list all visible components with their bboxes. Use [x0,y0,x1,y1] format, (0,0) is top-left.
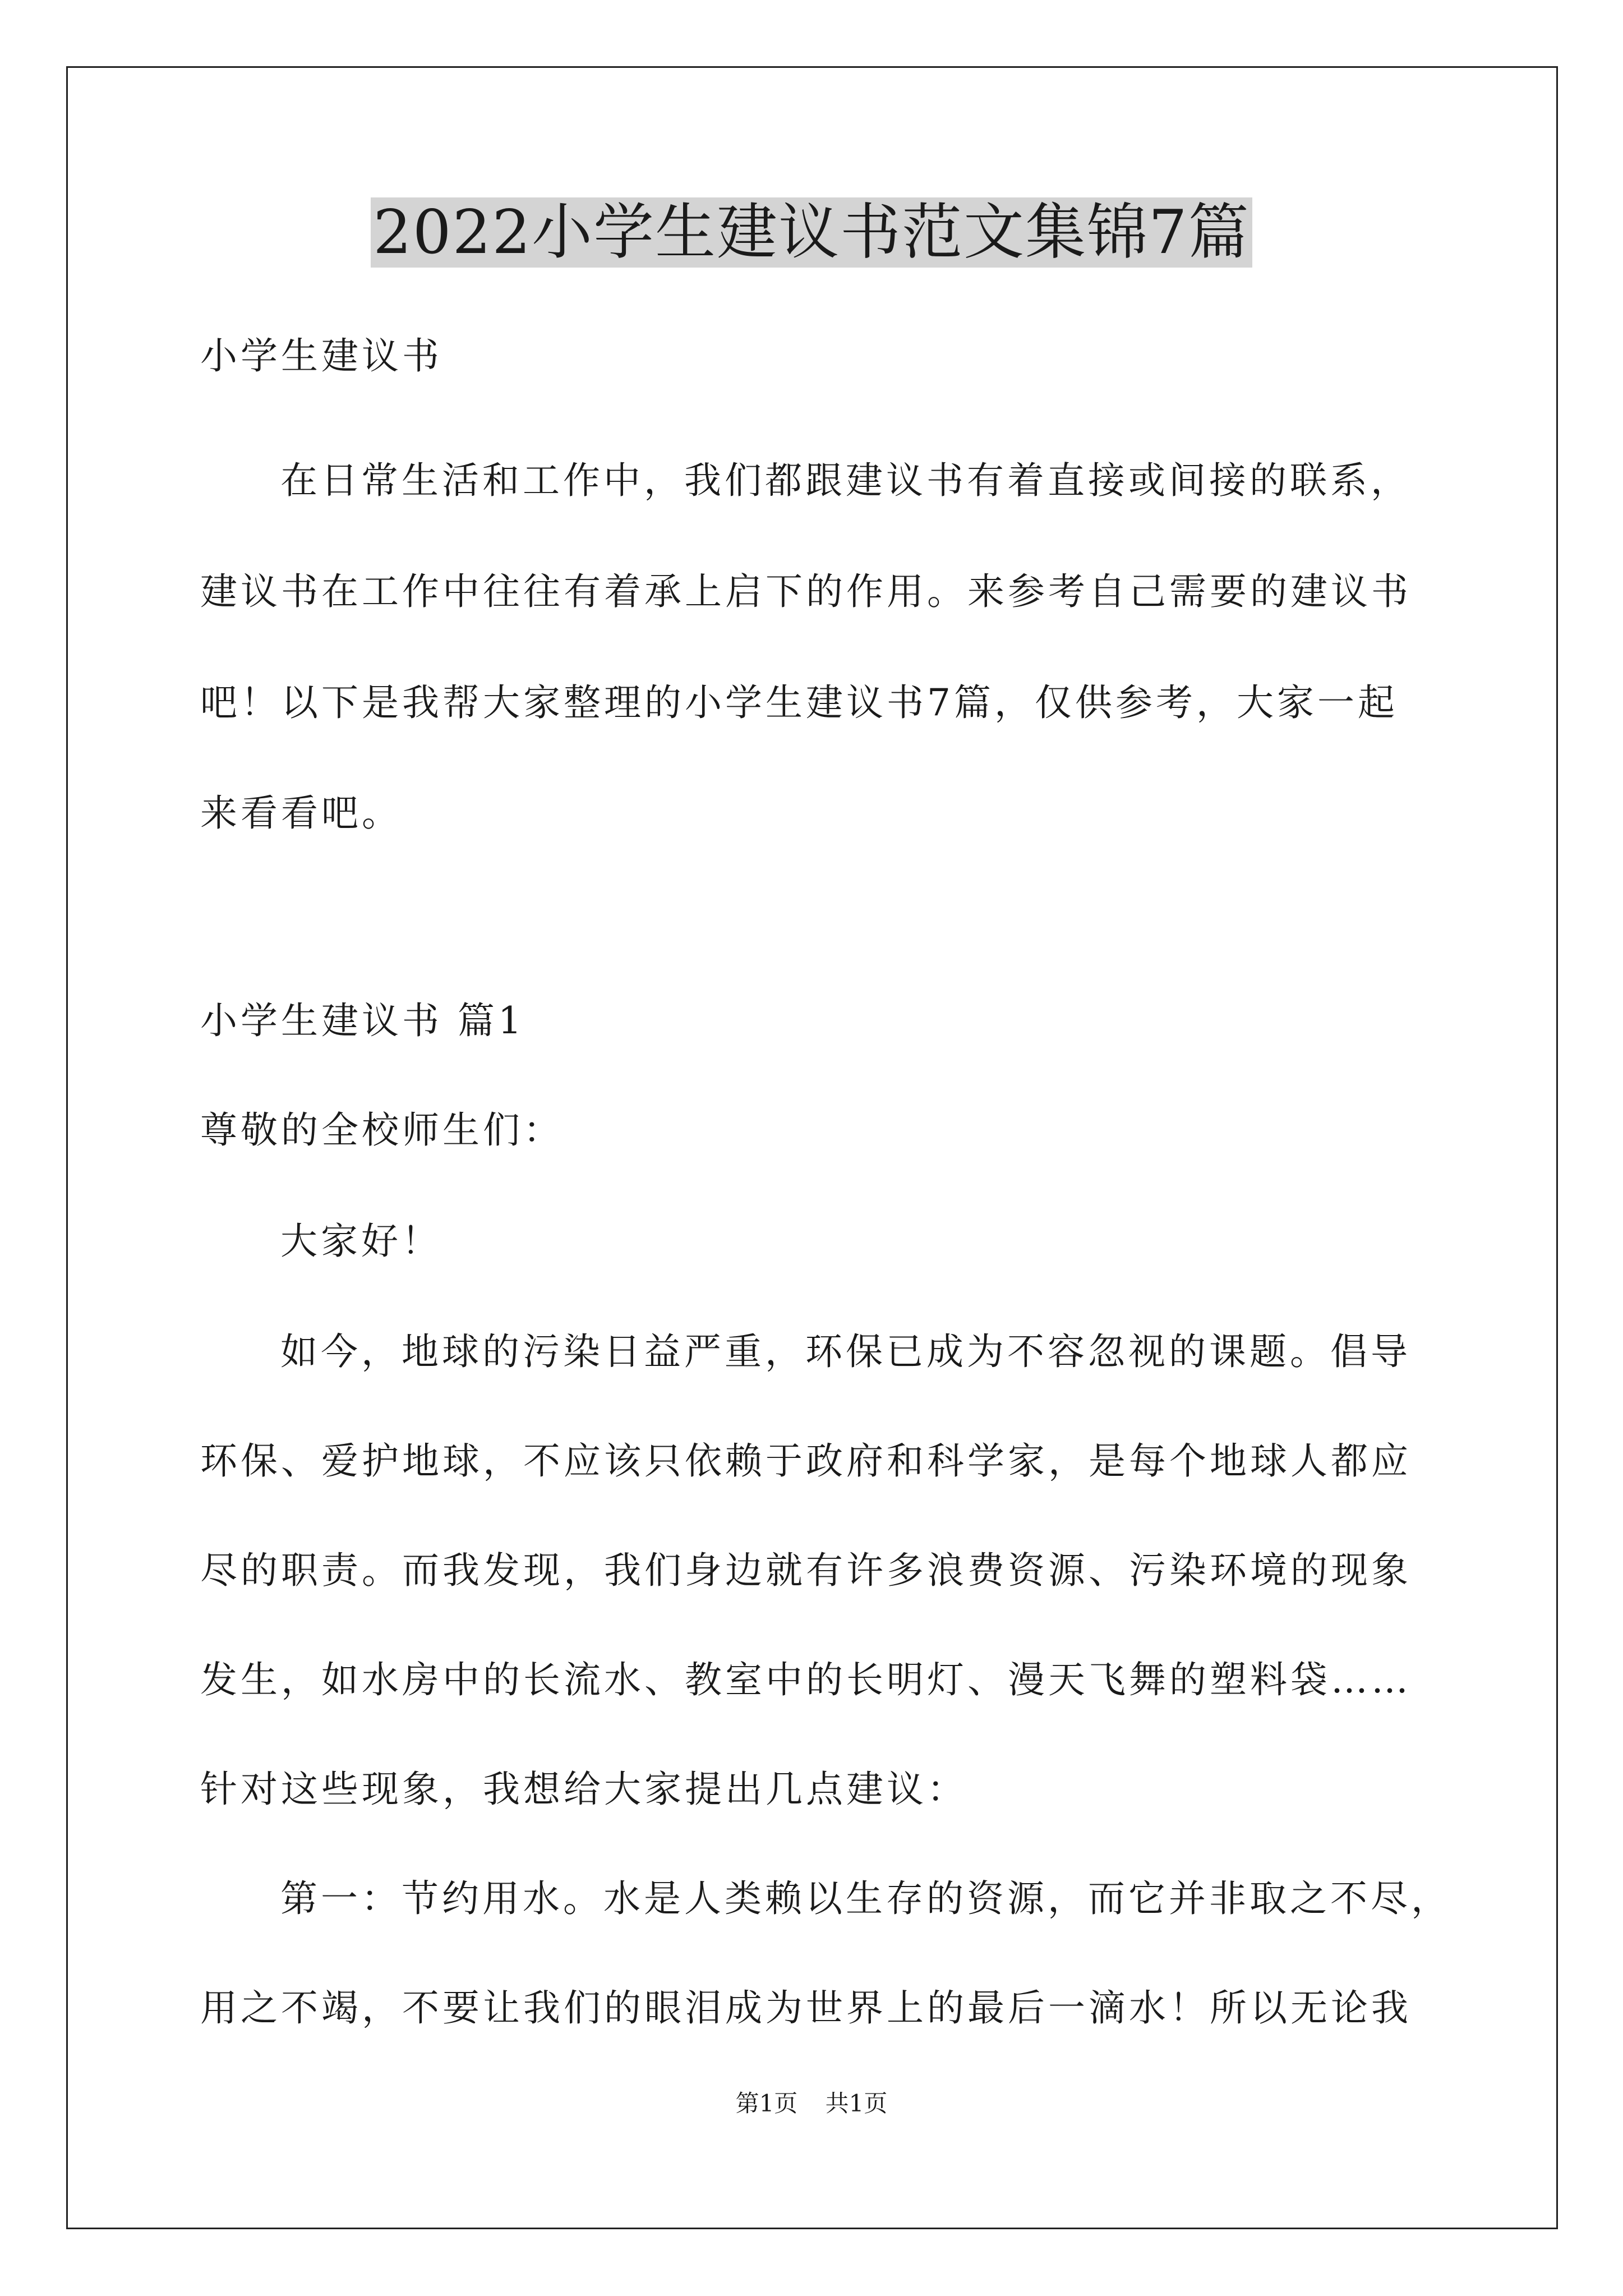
paragraph-line: 用之不竭，不要让我们的眼泪成为世界上的最后一滴水！所以无论我 [200,1986,1412,2030]
article-heading: 小学生建议书 篇1 [200,999,525,1042]
page-number-current: 第1页 [735,2090,798,2117]
paragraph-line: 来看看吧。 [200,792,402,835]
paragraph-line: 环保、爱护地球，不应该只依赖于政府和科学家，是每个地球人都应 [200,1439,1412,1483]
paragraph-line: 尽的职责。而我发现，我们身边就有许多浪费资源、污染环境的现象 [200,1549,1412,1592]
paragraph-line: 吧！以下是我帮大家整理的小学生建议书7篇，仅供参考，大家一起 [200,681,1398,724]
document-title-text: 2022小学生建议书范文集锦7篇 [371,197,1252,268]
salutation: 尊敬的全校师生们： [200,1108,564,1152]
paragraph-line: 建议书在工作中往往有着承上启下的作用。来参考自己需要的建议书 [200,570,1412,613]
paragraph-line: 针对这些现象，我想给大家提出几点建议： [200,1768,967,1811]
section-heading: 小学生建议书 [200,334,442,378]
paragraph-line: 如今，地球的污染日益严重，环保已成为不容忽视的课题。倡导 [280,1330,1411,1373]
paragraph-line: 第一：节约用水。水是人类赖以生存的资源，而它并非取之不尽， [280,1877,1451,1920]
paragraph-line: 在日常生活和工作中，我们都跟建议书有着直接或间接的联系， [280,459,1411,502]
document-title [0,194,1623,272]
paragraph-line: 发生，如水房中的长流水、教室中的长明灯、漫天飞舞的塑料袋…… [200,1658,1412,1701]
page-number-total: 共1页 [825,2090,888,2117]
page-footer [0,2087,1623,2120]
greeting: 大家好！ [280,1220,442,1263]
